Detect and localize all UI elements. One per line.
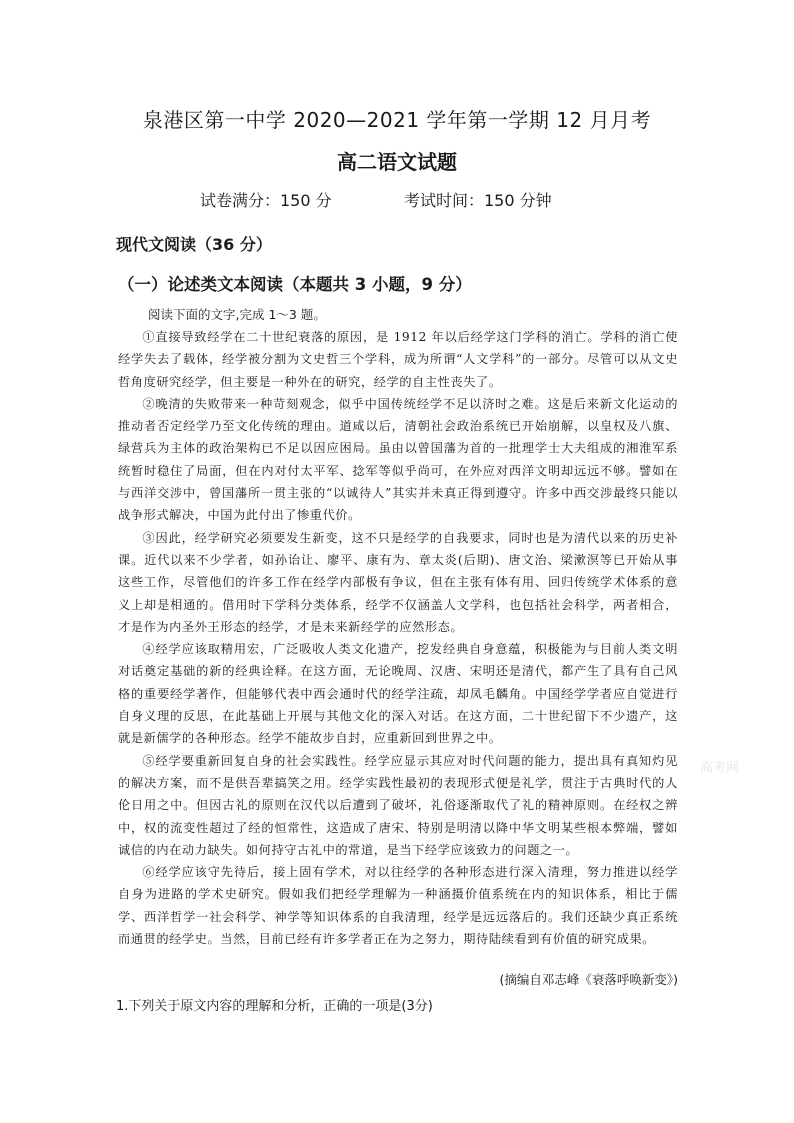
paragraph-3: ③因此，经学研究必须要发生新变，这不只是经学的自我要求，同时也是为清代以来的历史补课。近代以来不少学者，如孙诒让、廖平、康有为、章太炎(后期)、唐文治、梁漱溟等已开始从事这些工作，尽管他们的许多工作在经学内部极有争议，但在主张有体有用、回归传统学术体系的意义上却是相通的。借用时下学科分类体系，经学不仅涵盖人文学科，也包括社会科学，两者相合，才是作为内圣外王形态的经学，才是未来新经学的应然形态。: [118, 530, 678, 634]
paragraph-2: ②晚清的失败带来一种苛刻观念，似乎中国传统经学不足以济时之难。这是后来新文化运动的推动者否定经学乃至文化传统的理由。道咸以后，清朝社会政治系统已开始崩解，以皇权及八旗、绿营兵为主体的政治架构已不足以因应困局。虽由以曾国藩为首的一批理学士大夫组成的湘淮军系统暂时稳住了局面，但在内对付太平军、捻军等似乎尚可，在外应对西洋文明却远远不够。譬如在与西洋交涉中，曾国藩所一贯主张的“以诚待人”其实并未真正得到遵守。许多中西交涉最终只能以战争形式解决，中国为此付出了惨重代价。: [118, 396, 678, 523]
subsection-title: （一）论述类文本阅读（本题共 3 小题，9 分）: [118, 275, 472, 294]
paragraph-4: ④经学应该取精用宏，广泛吸收人类文化遗产，挖发经典自身意蕴，积极能为与目前人类文明对话奠定基础的新的经典诠释。在这方面，无论晚周、汉唐、宋明还是清代，都产生了具有自己风格的重要经学著作，但能够代表中西会通时代的经学注疏，却凤毛麟角。中国经学学者应自觉进行自身义理的反思，在此基础上开展与其他文化的深入对话。在这方面，二十世纪留下不少遗产，这就是新儒学的各种形态。经学不能故步自封，应重新回到世界之中。: [118, 642, 678, 746]
reading-passage: [118, 326, 678, 950]
section-title: 现代文阅读（36 分）: [116, 235, 272, 254]
paragraph-5: ⑤经学要重新回复自身的社会实践性。经学应显示其应对时代问题的能力，提出具有真知灼见的解决方案，而不是供吾辈搞笑之用。经学实践性最初的表现形式便是礼学，贯注于古典时代的人伦日用之中。但因古礼的原则在汉代以后遭到了破坏，礼俗逐渐取代了礼的精神原则。在经权之辨中，权的流变性超过了经的恒常性，这造成了唐宋、特别是明清以降中华文明某些根本弊端，譬如诚信的内在动力缺失。如何持守古礼中的常道，是当下经学应该致力的问题之一。: [118, 753, 678, 857]
passage-source: (摘编自邓志峰《衰落呼唤新变》): [499, 972, 678, 987]
exam-title: 泉港区第一中学 2020—2021 学年第一学期 12 月月考: [142, 108, 652, 132]
exam-subject-title: 高二语文试题: [337, 150, 457, 174]
reading-instruction: 阅读下面的文字,完成 1～3 题。: [148, 307, 326, 322]
watermark: 高考网: [700, 761, 740, 776]
paragraph-6: ⑥经学应该守先待后，接上固有学术，对以往经学的各种形态进行深入清理，努力推进以经学自身为进路的学术史研究。假如我们把经学理解为一种涵摄价值系统在内的知识体系，相比于儒学、西洋哲学一社会科学、神学等知识体系的自我清理，经学是远远落后的。我们还缺少真正系统而通贯的经学史。当然，目前已经有许多学者正在为之努力，期待陆续看到有价值的研究成果。: [118, 865, 678, 947]
question-1: 1.下列关于原文内容的理解和分析，正确的一项是(3分): [116, 999, 433, 1014]
full-score: 试卷满分：150 分: [200, 191, 332, 210]
exam-time: 考试时间：150 分钟: [404, 191, 552, 210]
paragraph-1: ①直接导致经学在二十世纪衰落的原因，是 1912 年以后经学这门学科的消亡。学科的消亡使经学失去了载体，经学被分割为文史哲三个学科，成为所谓“人文学科”的一部分。尽管可以从文史哲角度研究经学，但主要是一种外在的研究，经学的自主性丧失了。: [118, 330, 678, 389]
